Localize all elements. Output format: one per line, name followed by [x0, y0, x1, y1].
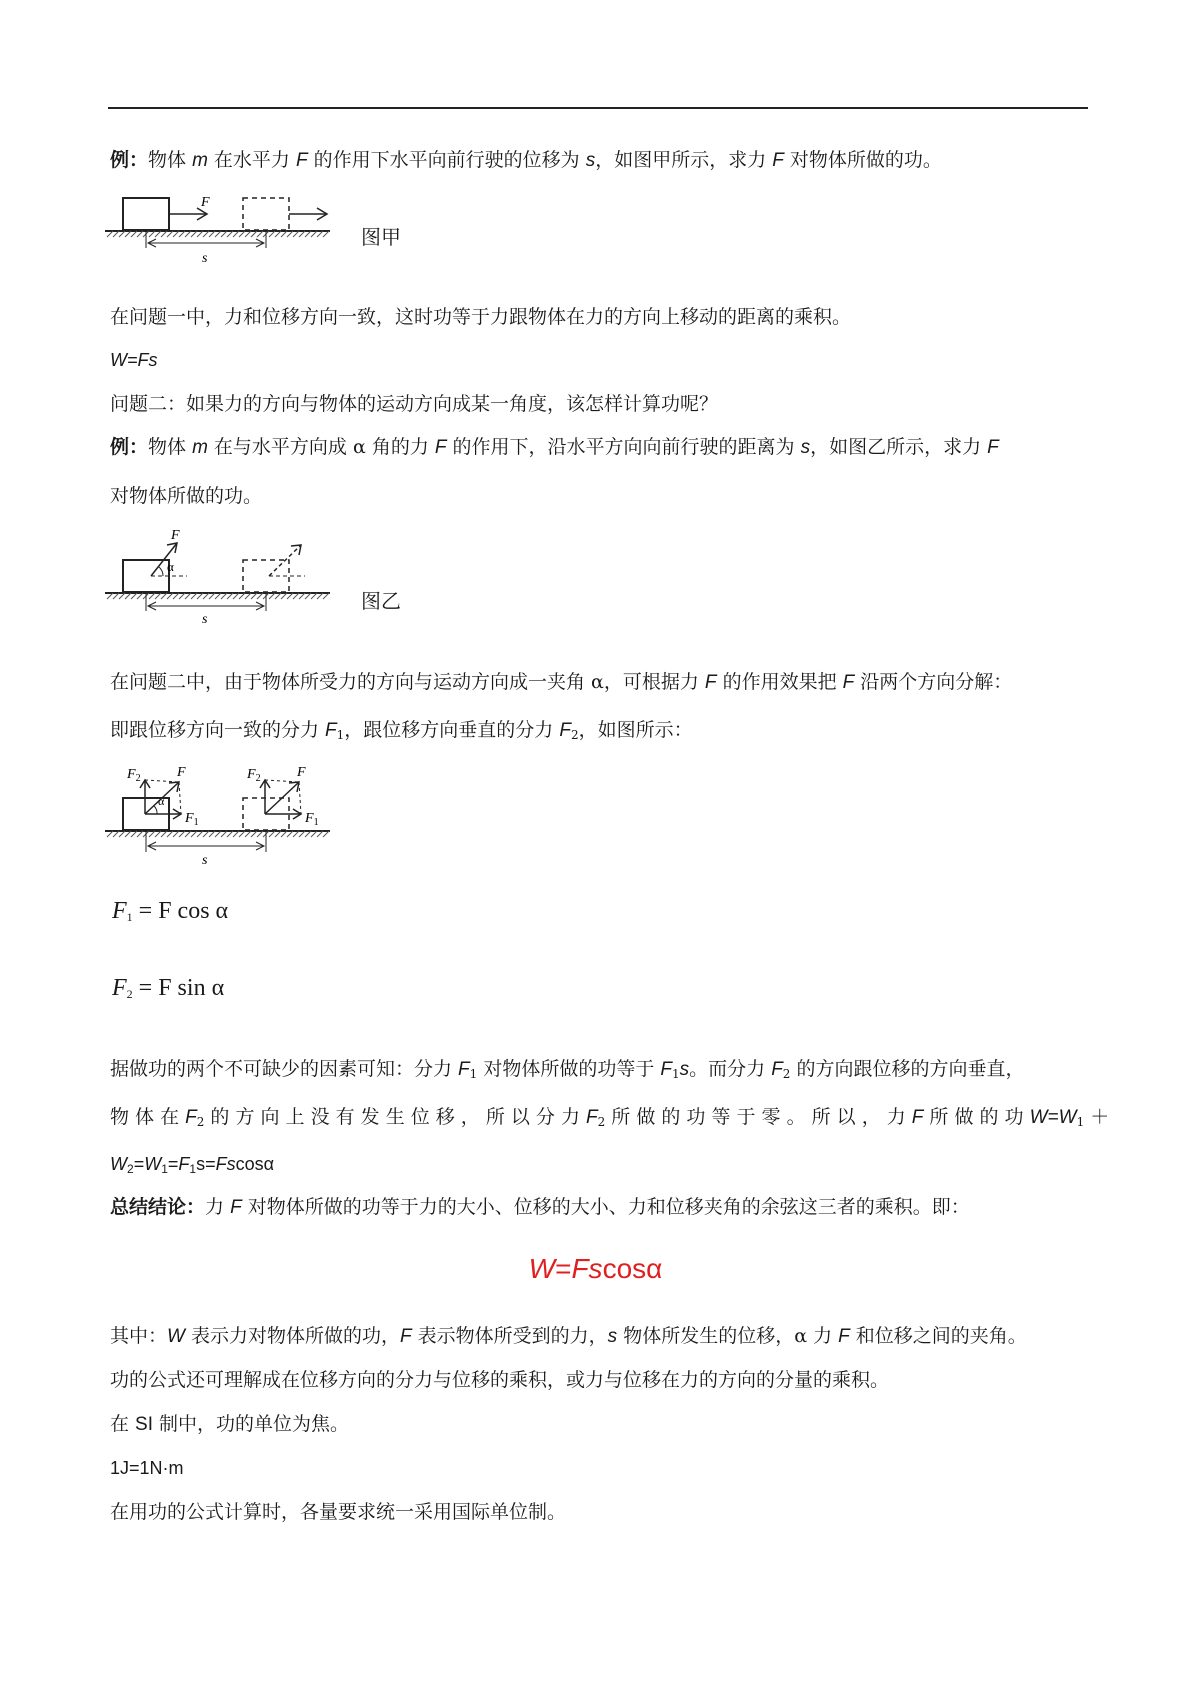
work-derivation: $W_2=W_1=F_1s=Fscos\alpha$ [110, 1154, 275, 1176]
figure-yi [105, 525, 345, 625]
figure-yi-label: 图乙 [361, 589, 401, 613]
formula-w-fs: W=Fs [110, 350, 158, 370]
paragraph-work-components: 据做功的两个不可缺少的因素可知：分力 $F_1$ 对物体所做的功等于 $F_1s$。而分力 $F_2$ 的方向跟位移的方向垂直， [110, 1058, 1025, 1081]
figure-jia-label: 图甲 [361, 225, 401, 249]
figure-jia [105, 188, 345, 268]
figure-decomposition [105, 760, 355, 870]
svg-text:F2: $F_2$ [127, 767, 141, 784]
paragraph-case-1: 在问题一中，力和位移方向一致，这时功等于力跟物体在力的方向上移动的距离的乘积。 [110, 306, 852, 328]
svg-text:s: s [202, 853, 208, 868]
displacement-label: s [202, 251, 208, 266]
example-2-cont: 对物体所做的功。 [110, 485, 263, 507]
force-label: F [201, 195, 210, 210]
force-label: F [171, 528, 180, 543]
block [123, 198, 169, 230]
svg-text:α: α [158, 794, 165, 808]
example-1: 例：物体 m 在水平力 F 的作用下水平向前行驶的位移为 s，如图甲所示，求力 F 对物体所做的功。 [110, 149, 942, 171]
equation-f1: $F_1 = F$ cos α [112, 898, 229, 924]
block-dashed [243, 198, 289, 230]
paragraph-decompose: 在问题二中，由于物体所受力的方向与运动方向成一夹角 α，可根据力 F 的作用效果把 F 沿两个方向分解： [110, 671, 1013, 693]
header-rule [108, 107, 1088, 109]
svg-text:F: F [297, 765, 306, 780]
conclusion: 总结结论：力 F 对物体所做的功等于力的大小、位移的大小、力和位移夹角的余弦这三者的乘积。即： [110, 1196, 970, 1218]
paragraph-work-components-2: 物 体 在 $F_2$ 的 方 向 上 没 有 发 生 位 移 ， 所 以 分 力 $F_2$ 所 做 的 功 等 于 零 。 所 以 ， 力 F 所 做 的 功 $W=W_1$ ＋ [110, 1106, 1110, 1129]
paragraph-symbols: 其中：W 表示力对物体所做的功，F 表示物体所受到的力，s 物体所发生的位移，α 力 F 和位移之间的夹角。 [110, 1325, 1027, 1347]
displacement-label: s [202, 612, 208, 625]
svg-text:F1: $F_1$ [305, 811, 319, 828]
example-2: 例：物体 m 在与水平方向成 α 角的力 F 的作用下，沿水平方向向前行驶的距离为 s，如图乙所示，求力 F [110, 436, 999, 458]
paragraph-interpretation: 功的公式还可理解成在位移方向的分力与位移的乘积，或力与位移在力的方向的分量的乘积。 [110, 1369, 890, 1391]
angle-label: α [167, 559, 174, 574]
svg-text:F1: $F_1$ [185, 811, 199, 828]
paragraph-si-usage: 在用功的公式计算时，各量要求统一采用国际单位制。 [110, 1501, 567, 1523]
equation-f2: $F_2 = F$ sin α [112, 975, 225, 1001]
svg-text:F: F [177, 765, 186, 780]
question-2: 问题二：如果力的方向与物体的运动方向成某一角度，该怎样计算功呢？ [110, 393, 719, 415]
paragraph-si-unit: 在 SI 制中，功的单位为焦。 [110, 1413, 350, 1435]
paragraph-components: 即跟位移方向一致的分力 $F_1$，跟位移方向垂直的分力 $F_2$，如图所示： [110, 719, 693, 742]
unit-definition: 1J=1N·m [110, 1458, 184, 1478]
main-formula: W=Fscosα [528, 1253, 663, 1284]
svg-text:F2: $F_2$ [247, 767, 261, 784]
